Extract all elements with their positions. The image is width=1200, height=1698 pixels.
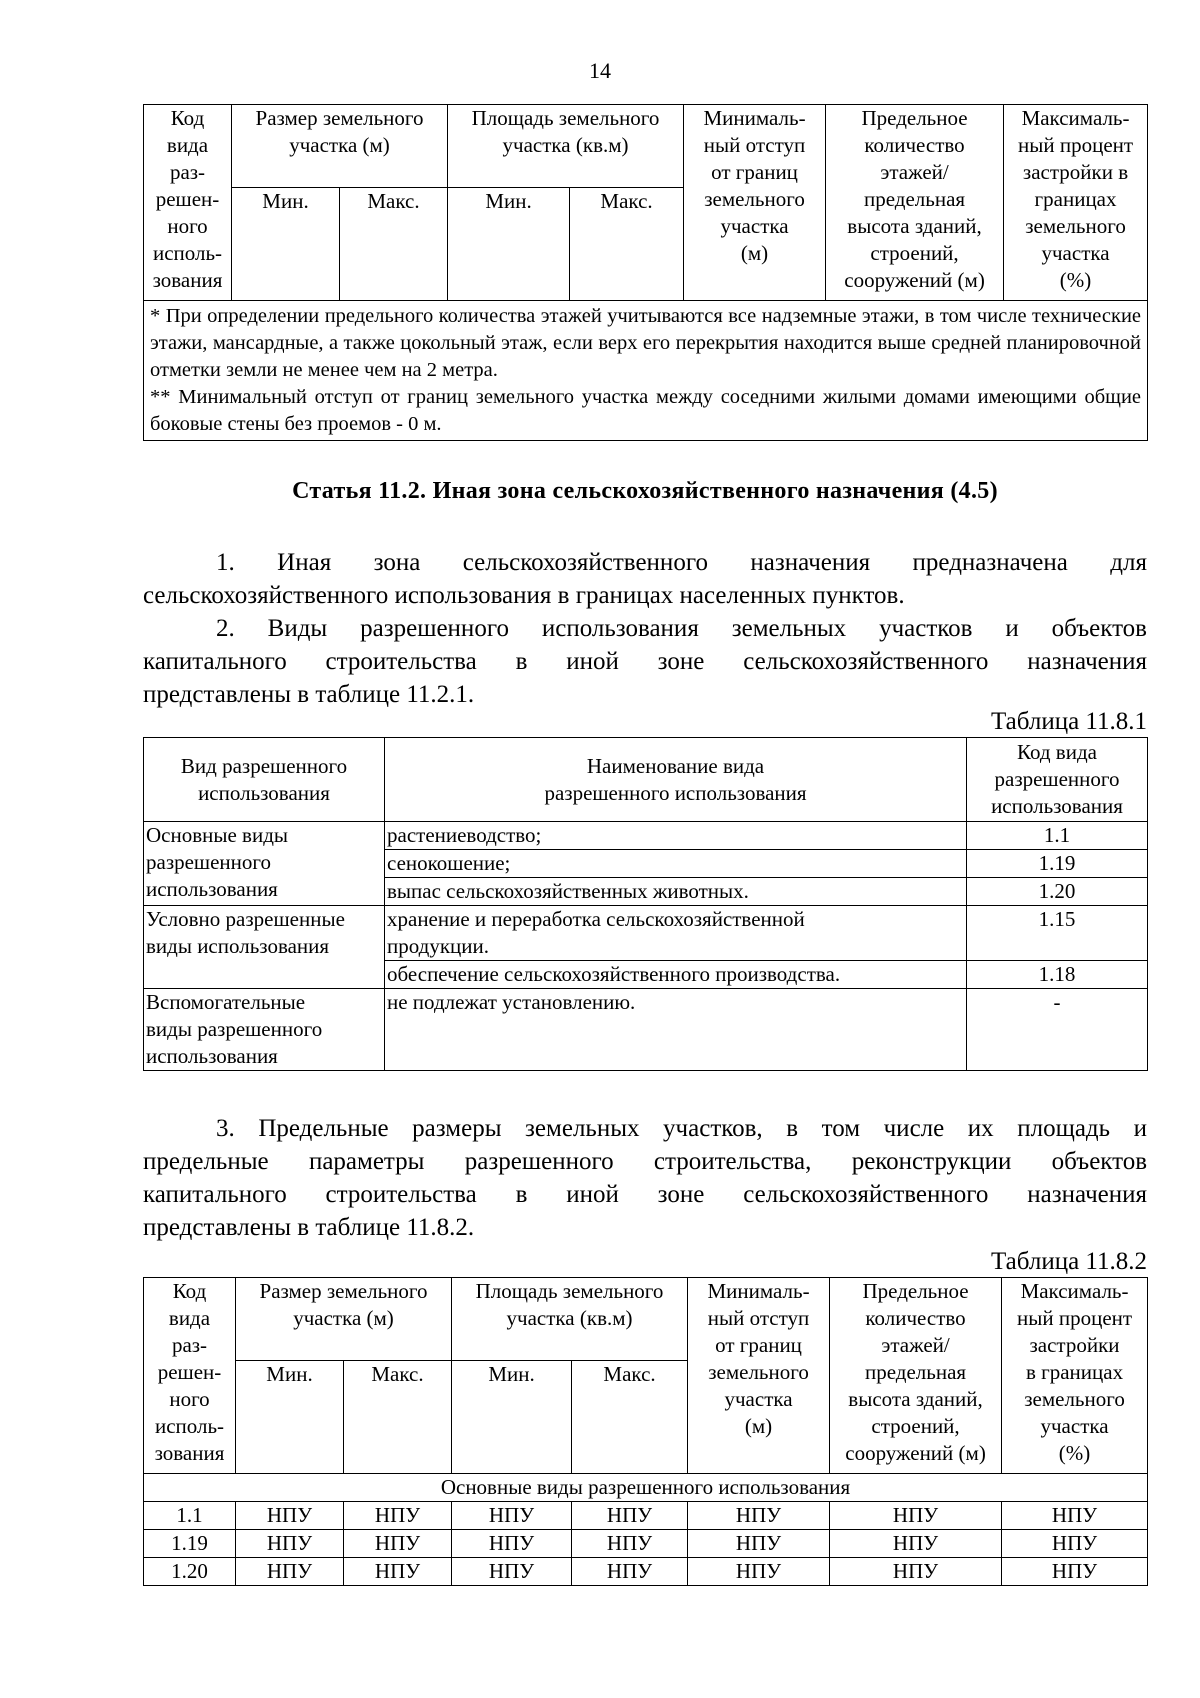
code-cell: 1.20	[144, 1558, 236, 1586]
header-plot-size: Размер земельного участка (м)	[232, 105, 448, 188]
value-cell: НПУ	[830, 1558, 1002, 1586]
use-group-label: Вспомогательные виды разрешенного использования	[144, 989, 385, 1071]
paragraph-line: 1. Иная зона сельскохозяйственного назначения предназначена для	[216, 549, 1147, 576]
header-use-name: Наименование вида разрешенного использования	[385, 738, 967, 822]
header-area-max: Макс.	[570, 188, 684, 301]
value-cell: НПУ	[688, 1502, 830, 1530]
paragraph-1	[143, 546, 1147, 612]
header-area-min: Мин.	[452, 1361, 572, 1474]
header-area-max: Макс.	[572, 1361, 688, 1474]
paragraph-line: предельные параметры разрешенного строительства, реконструкции объектов	[143, 1148, 1147, 1175]
header-plot-area: Площадь земельного участка (кв.м)	[448, 105, 684, 188]
footnote-floors: * При определении предельного количества этажей учитываются все надземные этажи, в том числе технические этажи, мансардные, а также цокольный этаж, если верх его перекрытия находится выше средней планировочной отметки земли не менее чем на 2 метра.	[150, 305, 1142, 381]
header-code: Код вида раз- решен- ного исполь- зования	[144, 1278, 236, 1474]
header-size-max: Макс.	[344, 1361, 452, 1474]
use-group-label: Условно разрешенные виды использования	[144, 906, 385, 989]
header-min-offset: Минималь- ный отступ от границ земельного участка (м)	[688, 1278, 830, 1474]
use-code-cell: 1.1	[967, 822, 1148, 850]
header-min-offset: Минималь- ный отступ от границ земельного участка (м)	[684, 105, 826, 301]
header-max-floors: Предельное количество этажей/ предельная высота зданий, строений, сооружений (м)	[826, 105, 1004, 301]
paragraph-2	[143, 612, 1147, 711]
table-row	[144, 1502, 1148, 1530]
value-cell: НПУ	[344, 1558, 452, 1586]
value-cell: НПУ	[452, 1558, 572, 1586]
header-plot-area: Площадь земельного участка (кв.м)	[452, 1278, 688, 1361]
parameters-table	[143, 1277, 1148, 1586]
value-cell: НПУ	[1002, 1530, 1148, 1558]
header-plot-size: Размер земельного участка (м)	[236, 1278, 452, 1361]
header-max-percent: Максималь- ный процент застройки в границах земельного участка (%)	[1002, 1278, 1148, 1474]
paragraph-line: капитального строительства в иной зоне сельскохозяйственного назначения	[143, 648, 1147, 675]
value-cell: НПУ	[236, 1558, 344, 1586]
permitted-uses-table	[143, 737, 1148, 1071]
paragraph-line: 2. Виды разрешенного использования земельных участков и объектов	[216, 615, 1147, 642]
paragraph-3	[143, 1112, 1147, 1244]
article-heading: Статья 11.2. Иная зона сельскохозяйственного назначения (4.5)	[292, 478, 998, 504]
value-cell: НПУ	[1002, 1502, 1148, 1530]
code-cell: 1.1	[144, 1502, 236, 1530]
use-code-cell: -	[967, 989, 1148, 1071]
table-row	[144, 1530, 1148, 1558]
header-size-max: Макс.	[340, 188, 448, 301]
header-use-type: Вид разрешенного использования	[144, 738, 385, 822]
header-size-min: Мин.	[232, 188, 340, 301]
use-code-cell: 1.19	[967, 850, 1148, 878]
use-name-cell: хранение и переработка сельскохозяйственной продукции.	[385, 906, 967, 961]
paragraph-line: капитального строительства в иной зоне сельскохозяйственного назначения	[143, 1181, 1147, 1208]
value-cell: НПУ	[236, 1530, 344, 1558]
use-name-cell: обеспечение сельскохозяйственного производства.	[385, 961, 967, 989]
header-size-min: Мин.	[236, 1361, 344, 1474]
table-row	[144, 906, 1148, 961]
value-cell: НПУ	[572, 1502, 688, 1530]
table-2-caption: Таблица 11.8.2	[991, 1248, 1147, 1275]
header-max-floors: Предельное количество этажей/ предельная высота зданий, строений, сооружений (м)	[830, 1278, 1002, 1474]
table-1-caption: Таблица 11.8.1	[991, 708, 1147, 735]
value-cell: НПУ	[1002, 1558, 1148, 1586]
table-footnotes	[144, 301, 1148, 441]
header-area-min: Мин.	[448, 188, 570, 301]
parameters-table-continued	[143, 104, 1148, 441]
value-cell: НПУ	[572, 1530, 688, 1558]
code-cell: 1.19	[144, 1530, 236, 1558]
paragraph-line: представлены в таблице 11.8.2.	[143, 1214, 475, 1241]
value-cell: НПУ	[344, 1502, 452, 1530]
paragraph-line: сельскохозяйственного использования в границах населенных пунктов.	[143, 582, 905, 609]
table-row	[144, 1558, 1148, 1586]
header-code: Код вида раз- решен- ного исполь- зования	[144, 105, 232, 301]
value-cell: НПУ	[830, 1530, 1002, 1558]
value-cell: НПУ	[344, 1530, 452, 1558]
footnote-offset: ** Минимальный отступ от границ земельного участка между соседними жилыми домами имеющими общие боковые стены без проемов - 0 м.	[150, 386, 1142, 435]
use-name-cell: не подлежат установлению.	[385, 989, 967, 1071]
table-row	[144, 822, 1148, 850]
use-group-label: Основные виды разрешенного использования	[144, 822, 385, 906]
paragraph-line: 3. Предельные размеры земельных участков, в том числе их площадь и	[216, 1115, 1147, 1142]
table-section-label: Основные виды разрешенного использования	[144, 1474, 1148, 1502]
use-code-cell: 1.20	[967, 878, 1148, 906]
value-cell: НПУ	[572, 1558, 688, 1586]
value-cell: НПУ	[830, 1502, 1002, 1530]
value-cell: НПУ	[452, 1502, 572, 1530]
value-cell: НПУ	[236, 1502, 344, 1530]
use-code-cell: 1.15	[967, 906, 1148, 961]
use-name-cell: растениеводство;	[385, 822, 967, 850]
use-name-cell: выпас сельскохозяйственных животных.	[385, 878, 967, 906]
value-cell: НПУ	[452, 1530, 572, 1558]
header-max-percent: Максималь- ный процент застройки в границах земельного участка (%)	[1004, 105, 1148, 301]
table-row	[144, 989, 1148, 1071]
use-name-cell: сенокошение;	[385, 850, 967, 878]
paragraph-line: представлены в таблице 11.2.1.	[143, 681, 475, 708]
page-number: 14	[589, 58, 611, 83]
header-use-code: Код вида разрешенного использования	[967, 738, 1148, 822]
value-cell: НПУ	[688, 1558, 830, 1586]
use-code-cell: 1.18	[967, 961, 1148, 989]
value-cell: НПУ	[688, 1530, 830, 1558]
